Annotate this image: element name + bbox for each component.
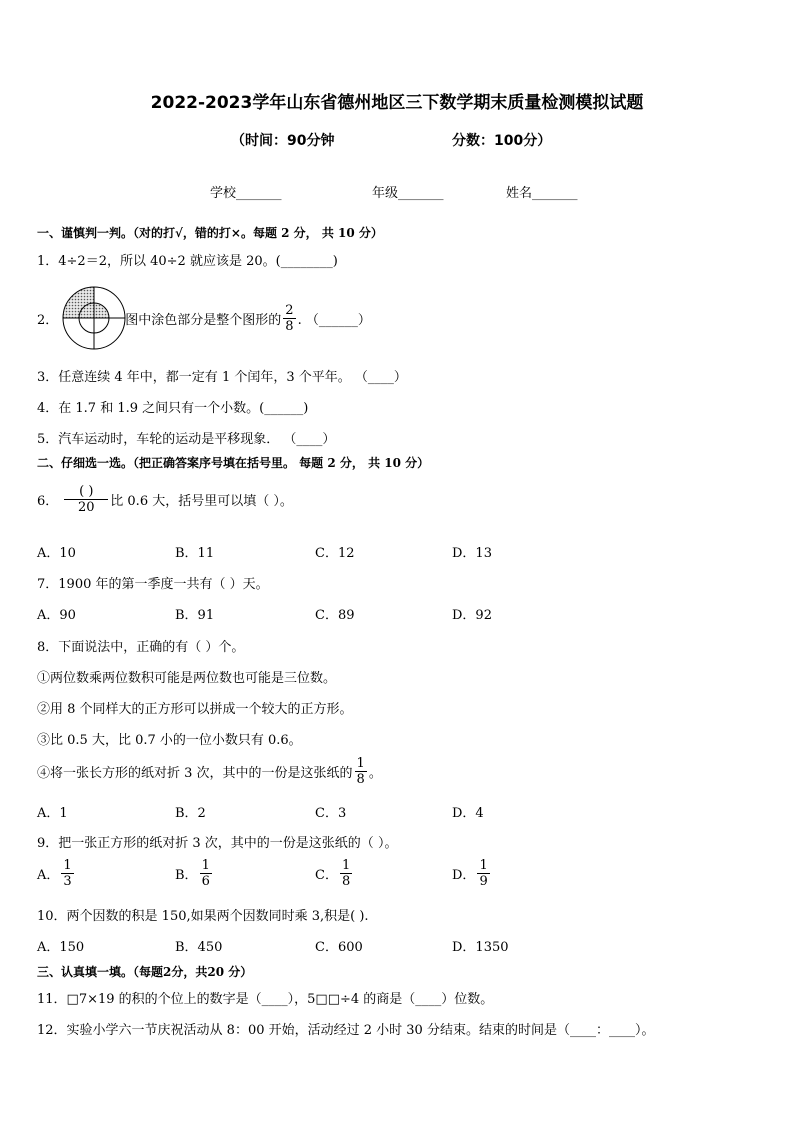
q10-option-a: A．150	[37, 940, 85, 955]
fraction-1-8	[355, 756, 367, 787]
option-label: A．	[37, 868, 60, 883]
option-label: D．	[452, 868, 476, 883]
q9-option-b	[175, 858, 214, 889]
question-8-statement-3: ③比 0.5 大，比 0.7 小的一位小数只有 0.6。	[37, 733, 302, 748]
question-2-number: 2．	[37, 312, 59, 328]
q8-option-c: C．3	[315, 806, 347, 821]
school-field[interactable]: 学校_______	[210, 186, 282, 201]
question-1: 1．4÷2＝2，所以 40÷2 就应该是 20。(________)	[37, 254, 338, 269]
question-4: 4．在 1.7 和 1.9 之间只有一个小数。(______)	[37, 401, 309, 416]
option-fraction	[477, 858, 489, 889]
q6-option-a: A．10	[37, 546, 76, 561]
question-8-statement-4	[37, 756, 382, 787]
fraction-2-8	[283, 303, 295, 334]
name-field[interactable]: 姓名_______	[506, 186, 578, 201]
question-5: 5．汽车运动时，车轮的运动是平移现象． （____）	[37, 432, 336, 447]
q6-option-b: B．11	[175, 546, 215, 561]
page-title: 2022-2023学年山东省德州地区三下数学期末质量检测模拟试题	[150, 93, 644, 113]
statement-4-suffix: 。	[368, 766, 382, 781]
question-2-text: 图中涂色部分是整个图形的	[125, 312, 282, 328]
question-11: 11．□7×19 的积的个位上的数字是（____），5□□÷4 的商是（____）位数。	[37, 992, 494, 1007]
fraction-numerator: 1	[479, 858, 488, 873]
section-3-heading: 三、认真填一填。（每题2分，共20 分）	[37, 965, 253, 979]
q7-option-b: B．91	[175, 608, 215, 623]
q10-option-d: D．1350	[452, 940, 509, 955]
question-9: 9．把一张正方形的纸对折 3 次，其中的一份是这张纸的（ ）。	[37, 836, 398, 851]
fraction-numerator: 1	[341, 858, 351, 873]
question-7: 7．1900 年的第一季度一共有（ ）天。	[37, 577, 269, 592]
option-fraction	[340, 858, 352, 889]
question-8-statement-1: ①两位数乘两位数积可能是两位数也可能是三位数。	[37, 671, 337, 686]
q9-option-d	[452, 858, 492, 889]
q7-option-a: A．90	[37, 608, 76, 623]
fraction-numerator: 1	[63, 858, 72, 873]
statement-4-text: ④将一张长方形的纸对折 3 次，其中的一份是这张纸的	[37, 766, 353, 781]
question-6	[37, 484, 293, 515]
exam-time: （时间：90分钟	[231, 133, 335, 149]
q8-option-b: B．2	[175, 806, 206, 821]
blank-fraction	[64, 484, 108, 515]
fraction-numerator: 2	[285, 302, 294, 318]
question-2-answer-blank: . （______）	[297, 312, 371, 328]
grade-field[interactable]: 年级_______	[372, 186, 444, 201]
fraction-denominator: 8	[356, 772, 365, 787]
q6-option-d: D．13	[452, 546, 492, 561]
question-12: 12．实验小学六一节庆祝活动从 8：00 开始，活动经过 2 小时 30 分结束。结束的时间是（____：____）。	[37, 1023, 655, 1038]
option-fraction	[61, 858, 73, 889]
fraction-numerator: 1	[201, 858, 210, 873]
q6-option-c: C．12	[315, 546, 355, 561]
q8-option-d: D．4	[452, 806, 484, 821]
fraction-denominator: 3	[63, 874, 72, 889]
question-6-number: 6．	[37, 494, 59, 509]
q10-option-b: B．450	[175, 940, 223, 955]
option-label: B．	[175, 868, 198, 883]
question-8-statement-2: ②用 8 个同样大的正方形可以拼成一个较大的正方形。	[37, 702, 353, 717]
q7-option-d: D．92	[452, 608, 492, 623]
fraction-denominator: 9	[479, 874, 488, 889]
question-3: 3．任意连续 4 年中，都一定有 1 个闰年，3 个平年。 （____）	[37, 370, 407, 385]
shaded-ring-figure	[62, 286, 126, 350]
section-1-heading: 一、谨慎判一判。（对的打√，错的打×。每题 2 分， 共 10 分）	[37, 226, 383, 240]
question-6-text: 比 0.6 大，括号里可以填（ ）。	[110, 494, 293, 509]
q7-option-c: C．89	[315, 608, 355, 623]
exam-score: 分数：100分）	[452, 133, 552, 149]
fraction-denominator: 6	[201, 874, 210, 889]
section-2-heading: 二、仔细选一选。（把正确答案序号填在括号里。 每题 2 分， 共 10 分）	[37, 456, 430, 470]
question-10: 10．两个因数的积是 150,如果两个因数同时乘 3,积是( ).	[37, 909, 369, 924]
q9-option-a	[37, 858, 76, 889]
fraction-numerator-blank: ( )	[64, 484, 108, 500]
q8-option-a: A．1	[37, 806, 68, 821]
question-2	[37, 286, 371, 350]
fraction-numerator: 1	[356, 756, 365, 771]
fraction-denominator: 8	[341, 874, 351, 889]
q9-option-c	[315, 858, 354, 889]
question-8: 8．下面说法中，正确的有（ ）个。	[37, 640, 245, 655]
option-fraction	[200, 858, 212, 889]
fraction-denominator: 20	[78, 500, 95, 515]
fraction-denominator: 8	[285, 318, 294, 334]
option-label: C．	[315, 868, 338, 883]
q10-option-c: C．600	[315, 940, 363, 955]
